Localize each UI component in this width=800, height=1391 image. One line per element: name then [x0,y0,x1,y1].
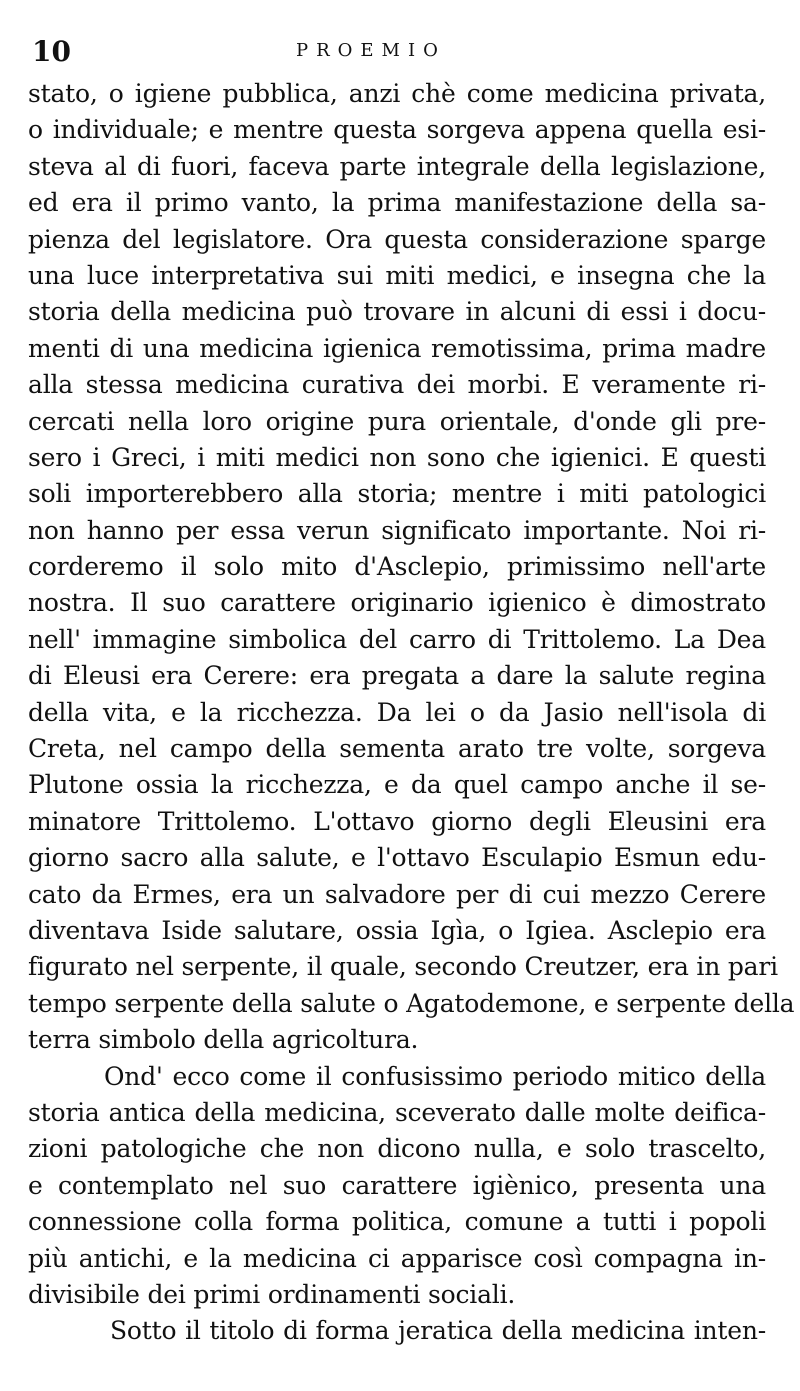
text-line: nell' immagine simbolica del carro di Trittolemo. La Dea [28,624,766,654]
text-line: alla stessa medicina curativa dei morbi. E veramente ri- [28,370,766,400]
text-line: non hanno per essa verun significato importante. Noi ri- [28,515,766,545]
text-line: diventava Iside salutare, ossia Igìa, o Igiea. Asclepio era [28,915,766,945]
page-header [28,30,772,70]
body-text [28,76,795,1350]
text-line: storia antica della medicina, sceverato dalle molte deifica- [28,1097,766,1127]
text-line: una luce interpretativa sui miti medici, e insegna che la [28,260,766,290]
running-head: PROEMIO [296,40,446,61]
text-line: steva al di fuori, faceva parte integrale della legislazione, [28,151,766,181]
text-line: ed era il primo vanto, la prima manifestazione della sa- [28,188,766,218]
text-line: sero i Greci, i miti medici non sono che igienici. E questi [28,442,766,472]
page-number: 10 [32,35,71,68]
text-line: connessione colla forma politica, comune a tutti i popoli [28,1207,766,1237]
text-line: cercati nella loro origine pura orientale, d'onde gli pre- [28,406,766,436]
text-line: più antichi, e la medicina ci apparisce così compagna in- [28,1243,766,1273]
text-line: cato da Ermes, era un salvadore per di cui mezzo Cerere [28,879,766,909]
text-line: Plutone ossia la ricchezza, e da quel campo anche il se- [28,770,766,800]
text-line: menti di una medicina igienica remotissima, prima madre [28,333,766,363]
text-line: storia della medicina può trovare in alcuni di essi i docu- [28,297,766,327]
text-line: nostra. Il suo carattere originario igienico è dimostrato [28,588,766,618]
text-line: di Eleusi era Cerere: era pregata a dare la salute regina [28,661,766,691]
text-line: della vita, e la ricchezza. Da lei o da Jasio nell'isola di [28,697,766,727]
text-line: pienza del legislatore. Ora questa considerazione sparge [28,224,766,254]
paragraph-end-line: terra simbolo della agricoltura. [28,1025,419,1055]
text-line: soli importerebbero alla storia; mentre i miti patologici [28,479,766,509]
text-line: o individuale; e mentre questa sorgeva appena quella esi- [28,115,766,145]
text-line: figurato nel serpente, il quale, secondo Creutzer, era in pari [28,952,778,982]
paragraph-start-line: Ond' ecco come il confusissimo periodo mitico della [104,1061,766,1091]
text-line: corderemo il solo mito d'Asclepio, primissimo nell'arte [28,552,766,582]
text-line: giorno sacro alla salute, e l'ottavo Esculapio Esmun edu- [28,843,766,873]
text-line: e contemplato nel suo carattere igiènico, presenta una [28,1170,766,1200]
text-line: minatore Trittolemo. L'ottavo giorno degli Eleusini era [28,806,766,836]
paragraph-end-line: divisibile dei primi ordinamenti sociali. [28,1279,516,1309]
text-line: tempo serpente della salute o Agatodemone, e serpente della [28,988,795,1018]
text-line: stato, o igiene pubblica, anzi chè come medicina privata, [28,79,766,108]
text-line: Creta, nel campo della sementa arato tre volte, sorgeva [28,734,766,764]
paragraph-start-line: Sotto il titolo di forma jeratica della medicina inten- [110,1316,766,1346]
text-line: zioni patologiche che non dicono nulla, e solo trascelto, [28,1134,766,1164]
